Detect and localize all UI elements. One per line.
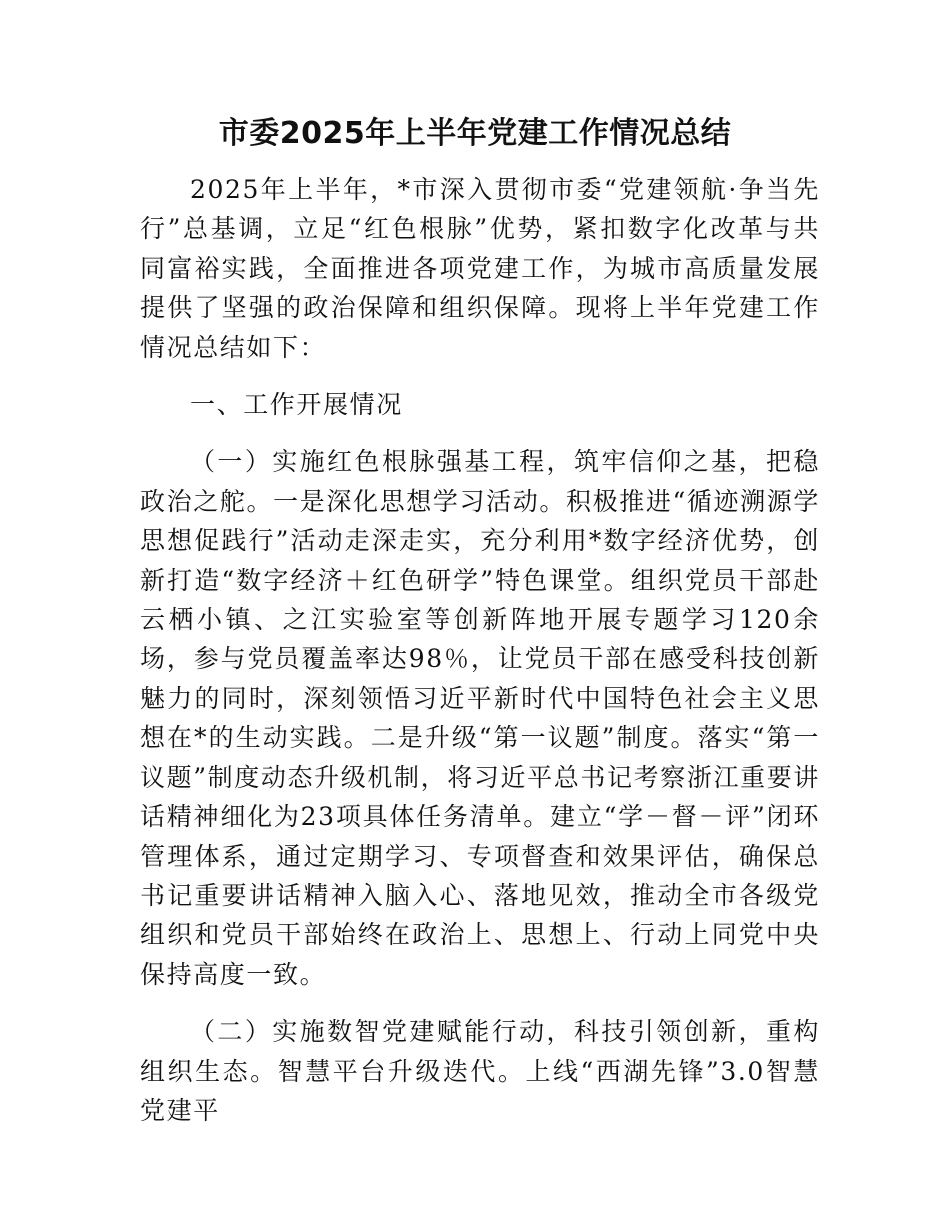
document-title: 市委2025年上半年党建工作情况总结 bbox=[218, 116, 732, 151]
body-paragraph: （一）实施红色根脉强基工程，筑牢信仰之基，把稳政治之舵。一是深化思想学习活动。积极推进“循迹溯源学思想促践行”活动走深走实，充分利用*数字经济优势，创新打造“数字经济＋红色研学”特色课堂。组织党员干部赴云栖小镇、之江实验室等创新阵地开展专题学习120余场，参与党员覆盖率达98％，让党员干部在感受科技创新魅力的同时，深刻领悟习近平新时代中国特色社会主义思想在*的生动实践。二是升级“第一议题”制度。落实“第一议题”制度动态升级机制，将习近平总书记考察浙江重要讲话精神细化为23项具体任务清单。建立“学－督－评”闭环管理体系，通过定期学习、专项督查和效果评估，确保总书记重要讲话精神入脑入心、落地见效，推动全市各级党组织和党员干部始终在政治上、思想上、行动上同党中央保持高度一致。 bbox=[140, 447, 820, 989]
document-body bbox=[140, 170, 820, 1130]
body-paragraph: （二）实施数智党建赋能行动，科技引领创新，重构组织生态。智慧平台升级迭代。上线“西湖先锋”3.0智慧党建平 bbox=[140, 1017, 820, 1125]
intro-paragraph: 2025年上半年，*市深入贯彻市委“党建领航·争当先行”总基调，立足“红色根脉”优势，紧扣数字化改革与共同富裕实践，全面推进各项党建工作，为城市高质量发展提供了坚强的政治保障和组织保障。现将上半年党建工作情况总结如下： bbox=[140, 175, 820, 362]
section-heading: 一、工作开展情况 bbox=[190, 390, 403, 420]
